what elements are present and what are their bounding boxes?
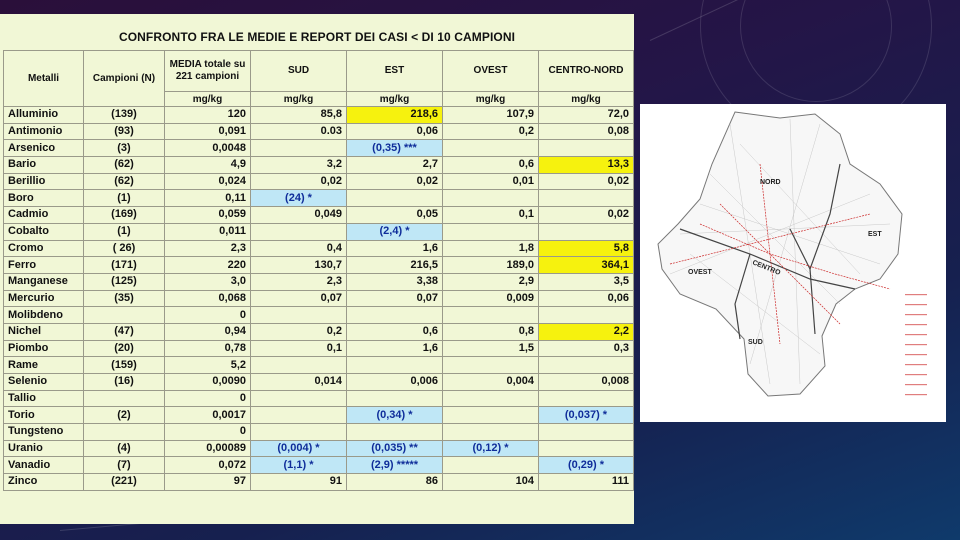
table-row xyxy=(4,273,634,290)
unit-label: mg/kg xyxy=(347,92,443,107)
cell-est xyxy=(347,307,443,324)
table-title: CONFRONTO FRA LE MEDIE E REPORT DEI CASI < DI 10 CAMPIONI xyxy=(118,30,516,44)
cell-media: 0,78 xyxy=(165,340,251,357)
table-row xyxy=(4,173,634,190)
cell-sud: 0.03 xyxy=(251,123,347,140)
cell-est: (0,035) ** xyxy=(347,440,443,457)
cell-est: 0,06 xyxy=(347,123,443,140)
cell-media: 0,024 xyxy=(165,173,251,190)
table-row xyxy=(4,190,634,207)
cell-metal: Alluminio xyxy=(4,107,84,124)
cell-ovest xyxy=(443,457,539,474)
cell-est xyxy=(347,190,443,207)
cell-media: 0,091 xyxy=(165,123,251,140)
cell-media: 0,00089 xyxy=(165,440,251,457)
cell-est: (2,9) ***** xyxy=(347,457,443,474)
cell-media: 0,0090 xyxy=(165,374,251,391)
cell-est: 0,07 xyxy=(347,290,443,307)
cell-sud xyxy=(251,424,347,441)
cell-media: 0,0017 xyxy=(165,407,251,424)
table-row xyxy=(4,474,634,491)
cell-campioni: (20) xyxy=(84,340,165,357)
table-row xyxy=(4,223,634,240)
cell-metal: Mercurio xyxy=(4,290,84,307)
cell-media: 0 xyxy=(165,424,251,441)
cell-sud: 3,2 xyxy=(251,157,347,174)
cell-campioni xyxy=(84,424,165,441)
cell-sud: 0,1 xyxy=(251,340,347,357)
table-row xyxy=(4,374,634,391)
cell-ovest xyxy=(443,390,539,407)
cell-media: 2,3 xyxy=(165,240,251,257)
cell-sud: 91 xyxy=(251,474,347,491)
cell-ovest: 0,004 xyxy=(443,374,539,391)
cell-est: 218,6 xyxy=(347,107,443,124)
header-centro-nord: CENTRO-NORD xyxy=(539,51,634,92)
table-row xyxy=(4,307,634,324)
table-row xyxy=(4,357,634,374)
map-label-ovest: OVEST xyxy=(688,269,712,276)
cell-sud: 130,7 xyxy=(251,257,347,274)
cell-metal: Uranio xyxy=(4,440,84,457)
cell-metal: Rame xyxy=(4,357,84,374)
cell-est xyxy=(347,357,443,374)
cell-campioni xyxy=(84,307,165,324)
cell-ovest xyxy=(443,223,539,240)
header-sud: SUD xyxy=(251,51,347,92)
cell-sud xyxy=(251,223,347,240)
table-row xyxy=(4,340,634,357)
cell-sud: 0,2 xyxy=(251,323,347,340)
map-label-est: EST xyxy=(868,231,882,238)
cell-est: 1,6 xyxy=(347,340,443,357)
cell-sud: (1,1) * xyxy=(251,457,347,474)
cell-centro-nord: (0,037) * xyxy=(539,407,634,424)
cell-campioni: (159) xyxy=(84,357,165,374)
cell-ovest: 104 xyxy=(443,474,539,491)
cell-sud xyxy=(251,390,347,407)
cell-est: (0,34) * xyxy=(347,407,443,424)
cell-metal: Piombo xyxy=(4,340,84,357)
cell-metal: Selenio xyxy=(4,374,84,391)
cell-ovest: 0,1 xyxy=(443,207,539,224)
cell-metal: Nichel xyxy=(4,323,84,340)
cell-media: 5,2 xyxy=(165,357,251,374)
cell-ovest xyxy=(443,407,539,424)
cell-media: 97 xyxy=(165,474,251,491)
unit-label: mg/kg xyxy=(251,92,347,107)
cell-metal: Cadmio xyxy=(4,207,84,224)
cell-centro-nord: 3,5 xyxy=(539,273,634,290)
cell-metal: Tungsteno xyxy=(4,424,84,441)
cell-est: 216,5 xyxy=(347,257,443,274)
cell-sud: 0,02 xyxy=(251,173,347,190)
cell-ovest: 107,9 xyxy=(443,107,539,124)
cell-ovest: 0,01 xyxy=(443,173,539,190)
cell-est: (2,4) * xyxy=(347,223,443,240)
cell-centro-nord xyxy=(539,424,634,441)
cell-est xyxy=(347,390,443,407)
header-metalli: Metalli xyxy=(4,51,84,107)
cell-metal: Cobalto xyxy=(4,223,84,240)
cell-est: 0,006 xyxy=(347,374,443,391)
table-row xyxy=(4,323,634,340)
cell-sud xyxy=(251,140,347,157)
table-row xyxy=(4,123,634,140)
cell-centro-nord: 0,02 xyxy=(539,173,634,190)
cell-metal: Cromo xyxy=(4,240,84,257)
cell-campioni: (171) xyxy=(84,257,165,274)
table-row xyxy=(4,457,634,474)
cell-ovest: (0,12) * xyxy=(443,440,539,457)
table-body xyxy=(4,107,634,491)
cell-sud: 0,4 xyxy=(251,240,347,257)
cell-est: 1,6 xyxy=(347,240,443,257)
cell-campioni: (7) xyxy=(84,457,165,474)
cell-campioni: (221) xyxy=(84,474,165,491)
table-row xyxy=(4,107,634,124)
cell-campioni: (169) xyxy=(84,207,165,224)
cell-sud: 0,049 xyxy=(251,207,347,224)
cell-metal: Bario xyxy=(4,157,84,174)
cell-metal: Arsenico xyxy=(4,140,84,157)
table-row xyxy=(4,424,634,441)
cell-centro-nord: 0,08 xyxy=(539,123,634,140)
table-row xyxy=(4,140,634,157)
cell-ovest: 0,6 xyxy=(443,157,539,174)
cell-est: 86 xyxy=(347,474,443,491)
cell-centro-nord xyxy=(539,190,634,207)
cell-ovest: 0,8 xyxy=(443,323,539,340)
cell-media: 220 xyxy=(165,257,251,274)
cell-sud: (24) * xyxy=(251,190,347,207)
cell-ovest xyxy=(443,190,539,207)
cell-media: 0,072 xyxy=(165,457,251,474)
cell-media: 0,068 xyxy=(165,290,251,307)
map-label-centro: CENTRO xyxy=(751,259,782,277)
cell-media: 3,0 xyxy=(165,273,251,290)
table-row xyxy=(4,290,634,307)
cell-est: 0,02 xyxy=(347,173,443,190)
map-graphic xyxy=(640,104,946,422)
cell-campioni: (125) xyxy=(84,273,165,290)
cell-ovest: 0,2 xyxy=(443,123,539,140)
cell-media: 4,9 xyxy=(165,157,251,174)
cell-metal: Ferro xyxy=(4,257,84,274)
cell-centro-nord xyxy=(539,223,634,240)
cell-metal: Antimonio xyxy=(4,123,84,140)
cell-sud: 0,014 xyxy=(251,374,347,391)
cell-est: 2,7 xyxy=(347,157,443,174)
table-row xyxy=(4,207,634,224)
table-row xyxy=(4,157,634,174)
cell-metal: Torio xyxy=(4,407,84,424)
cell-ovest: 2,9 xyxy=(443,273,539,290)
cell-centro-nord: 0,02 xyxy=(539,207,634,224)
cell-ovest: 0,009 xyxy=(443,290,539,307)
cell-centro-nord: 0,3 xyxy=(539,340,634,357)
cell-centro-nord: 2,2 xyxy=(539,323,634,340)
cell-est: 0,6 xyxy=(347,323,443,340)
header-campioni: Campioni (N) xyxy=(84,51,165,107)
cell-metal: Vanadio xyxy=(4,457,84,474)
cell-sud xyxy=(251,357,347,374)
unit-label: mg/kg xyxy=(165,92,251,107)
cell-campioni: (3) xyxy=(84,140,165,157)
cell-campioni: (35) xyxy=(84,290,165,307)
cell-centro-nord: (0,29) * xyxy=(539,457,634,474)
cell-sud xyxy=(251,407,347,424)
cell-ovest: 1,8 xyxy=(443,240,539,257)
cell-centro-nord: 0,008 xyxy=(539,374,634,391)
cell-est: 0,05 xyxy=(347,207,443,224)
cell-sud: 2,3 xyxy=(251,273,347,290)
cell-campioni: ( 26) xyxy=(84,240,165,257)
cell-sud: 85,8 xyxy=(251,107,347,124)
cell-sud: (0,004) * xyxy=(251,440,347,457)
cell-campioni: (1) xyxy=(84,190,165,207)
table-row xyxy=(4,240,634,257)
cell-media: 0,059 xyxy=(165,207,251,224)
header-media: MEDIA totale su 221 campioni xyxy=(165,51,251,92)
cell-campioni: (139) xyxy=(84,107,165,124)
cell-centro-nord: 364,1 xyxy=(539,257,634,274)
cell-ovest xyxy=(443,307,539,324)
cell-centro-nord: 13,3 xyxy=(539,157,634,174)
cell-est xyxy=(347,424,443,441)
unit-label: mg/kg xyxy=(539,92,634,107)
cell-ovest: 189,0 xyxy=(443,257,539,274)
header-ovest: OVEST xyxy=(443,51,539,92)
cell-est: 3,38 xyxy=(347,273,443,290)
cell-media: 0,0048 xyxy=(165,140,251,157)
cell-campioni: (16) xyxy=(84,374,165,391)
cell-centro-nord xyxy=(539,357,634,374)
table-row xyxy=(4,440,634,457)
map-label-nord: NORD xyxy=(760,179,781,186)
header-est: EST xyxy=(347,51,443,92)
cell-ovest xyxy=(443,424,539,441)
cell-metal: Zinco xyxy=(4,474,84,491)
cell-centro-nord: 111 xyxy=(539,474,634,491)
cell-media: 0 xyxy=(165,390,251,407)
cell-centro-nord: 72,0 xyxy=(539,107,634,124)
cell-sud: 0,07 xyxy=(251,290,347,307)
cell-media: 0 xyxy=(165,307,251,324)
cell-ovest xyxy=(443,357,539,374)
map-label-sud: SUD xyxy=(748,339,763,346)
cell-centro-nord: 5,8 xyxy=(539,240,634,257)
cell-media: 0,011 xyxy=(165,223,251,240)
table-row xyxy=(4,407,634,424)
cell-ovest: 1,5 xyxy=(443,340,539,357)
cell-campioni: (93) xyxy=(84,123,165,140)
cell-campioni: (1) xyxy=(84,223,165,240)
cell-metal: Boro xyxy=(4,190,84,207)
cell-sud xyxy=(251,307,347,324)
cell-centro-nord xyxy=(539,390,634,407)
cell-media: 0,94 xyxy=(165,323,251,340)
cell-centro-nord xyxy=(539,140,634,157)
cell-centro-nord: 0,06 xyxy=(539,290,634,307)
cell-est: (0,35) *** xyxy=(347,140,443,157)
city-zones-map xyxy=(640,104,946,422)
cell-centro-nord xyxy=(539,440,634,457)
cell-ovest xyxy=(443,140,539,157)
cell-centro-nord xyxy=(539,307,634,324)
cell-metal: Berillio xyxy=(4,173,84,190)
cell-media: 0,11 xyxy=(165,190,251,207)
cell-campioni: (62) xyxy=(84,173,165,190)
table-row xyxy=(4,390,634,407)
cell-campioni xyxy=(84,390,165,407)
cell-metal: Tallio xyxy=(4,390,84,407)
table-row xyxy=(4,257,634,274)
cell-media: 120 xyxy=(165,107,251,124)
data-table-panel xyxy=(0,14,634,524)
cell-campioni: (4) xyxy=(84,440,165,457)
cell-metal: Manganese xyxy=(4,273,84,290)
cell-campioni: (62) xyxy=(84,157,165,174)
cell-metal: Molibdeno xyxy=(4,307,84,324)
unit-label: mg/kg xyxy=(443,92,539,107)
metals-comparison-table xyxy=(3,50,634,491)
cell-campioni: (47) xyxy=(84,323,165,340)
cell-campioni: (2) xyxy=(84,407,165,424)
